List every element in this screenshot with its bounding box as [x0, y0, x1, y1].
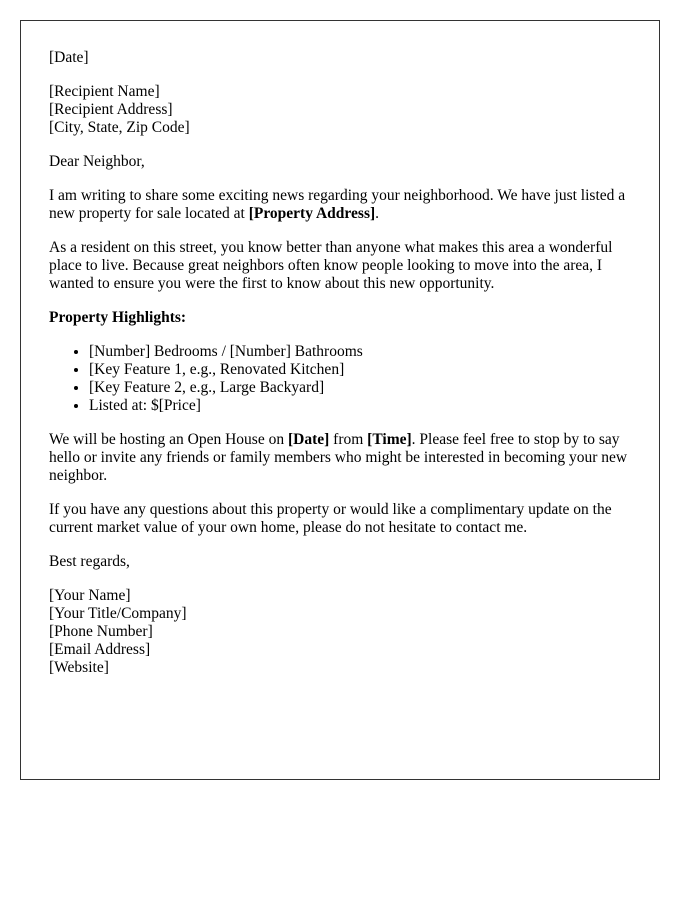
list-item: • Listed at: $[Price] [89, 397, 631, 415]
recipient-address: [Recipient Address] [49, 101, 173, 118]
intro-text-after: . [375, 205, 380, 222]
highlights-heading: Property Highlights: [49, 309, 187, 326]
signature-block [49, 587, 631, 677]
letter-date: [Date] [49, 49, 89, 66]
list-item: • [Key Feature 2, e.g., Large Backyard] [89, 379, 631, 397]
recipient-block [49, 83, 631, 137]
open-house-text-1: We will be hosting an Open House on [49, 431, 288, 448]
open-house-time: [Time] [367, 431, 412, 448]
signature-name: [Your Name] [49, 587, 131, 604]
signature-email: [Email Address] [49, 641, 151, 658]
list-item: • [Key Feature 1, e.g., Renovated Kitchen] [89, 361, 631, 379]
signature-title-company: [Your Title/Company] [49, 605, 187, 622]
date-block [49, 49, 631, 67]
intro-paragraph [49, 187, 631, 223]
letter-page [20, 20, 660, 780]
highlights-list [49, 343, 631, 415]
recipient-city-state-zip: [City, State, Zip Code] [49, 119, 190, 136]
questions-paragraph: If you have any questions about this property or would like a complimentary update on the current market value of your own home, please do not hesitate to contact me. [49, 501, 612, 536]
list-item: • [Number] Bedrooms / [Number] Bathrooms [89, 343, 631, 361]
resident-paragraph: As a resident on this street, you know better than anyone what makes this area a wonderful place to live. Because great neighbors often know people looking to move into the area, I wanted to ensure you were the first to know about this new opportunity. [49, 239, 613, 292]
open-house-date: [Date] [287, 431, 330, 448]
signature-website: [Website] [49, 659, 109, 676]
signature-phone: [Phone Number] [49, 623, 153, 640]
open-house-text-3: . Please feel free to stop by to say hello or invite any friends or family members who might be interested in becoming your new neighbor. [49, 431, 628, 484]
closing: Best regards, [49, 553, 130, 570]
recipient-name: [Recipient Name] [49, 83, 160, 100]
property-address: [Property Address] [248, 205, 376, 222]
salutation: Dear Neighbor, [49, 153, 145, 170]
open-house-text-2: from [329, 431, 368, 448]
open-house-paragraph [49, 431, 631, 485]
intro-text-before: I am writing to share some exciting news regarding your neighborhood. We have just listed a new property for sale located at [49, 187, 626, 222]
